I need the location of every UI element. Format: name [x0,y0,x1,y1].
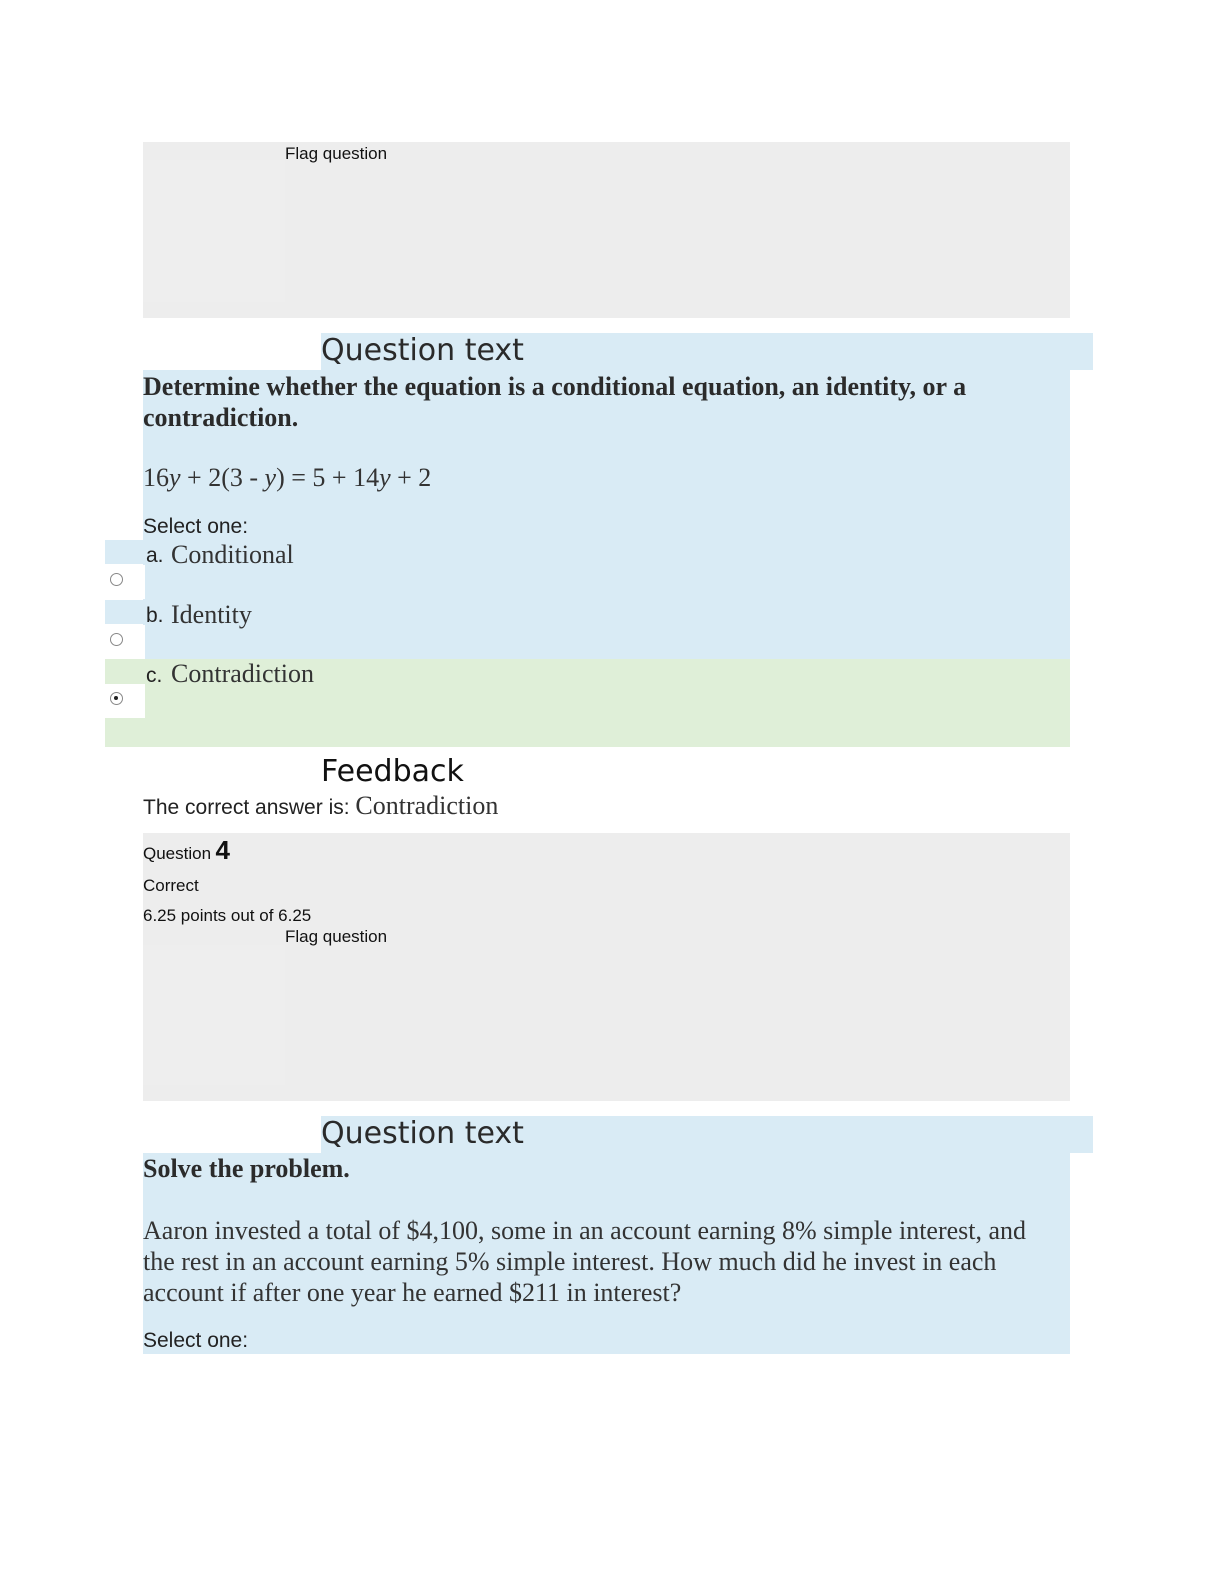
question-label: Question [143,844,212,863]
feedback-prefix: The correct answer is: [143,796,356,819]
question-status: Correct [143,876,199,895]
equation: 16y + 2(3 - y) = 5 + 14y + 2 [143,463,432,492]
option-a-radio[interactable] [110,573,123,586]
option-a-letter: a. [146,544,164,567]
option-a-label[interactable]: Conditional [171,540,294,569]
question-number: 4 [215,835,230,865]
option-b-radio[interactable] [110,633,123,646]
question-4-text-heading: Question text [321,1116,524,1151]
option-c-radio[interactable] [110,692,123,705]
option-b-letter: b. [146,604,164,627]
question-4-body: Aaron invested a total of $4,100, some in an account earning 8% simple interest, and the rest in an account earning 5% simple interest. How much did he invest in each account if after one year he earned $211 in interest? [143,1216,1027,1307]
select-one-label: Select one: [143,515,249,538]
option-c-label[interactable]: Contradiction [171,659,314,688]
option-a-marker [105,540,145,564]
option-b-label[interactable]: Identity [171,600,252,629]
question-text-heading: Question text [321,333,524,368]
question-4-select-one-label: Select one: [143,1329,249,1352]
question-4-info-sidebar [143,945,285,1085]
question-4-prompt: Solve the problem. [143,1154,350,1183]
flag-question-link[interactable]: Flag question [285,144,388,163]
feedback-answer: Contradiction [355,791,499,820]
question-points: 6.25 points out of 6.25 [143,906,312,925]
option-b-marker [105,600,145,624]
question-4-number [143,835,230,866]
feedback-heading: Feedback [321,754,464,789]
feedback-text [143,791,498,821]
flag-question-link-4[interactable]: Flag question [285,927,388,946]
question-info-sidebar [143,160,285,302]
option-c-letter: c. [146,664,163,687]
question-prompt: Determine whether the equation is a conditional equation, an identity, or a contradiction. [143,372,967,432]
